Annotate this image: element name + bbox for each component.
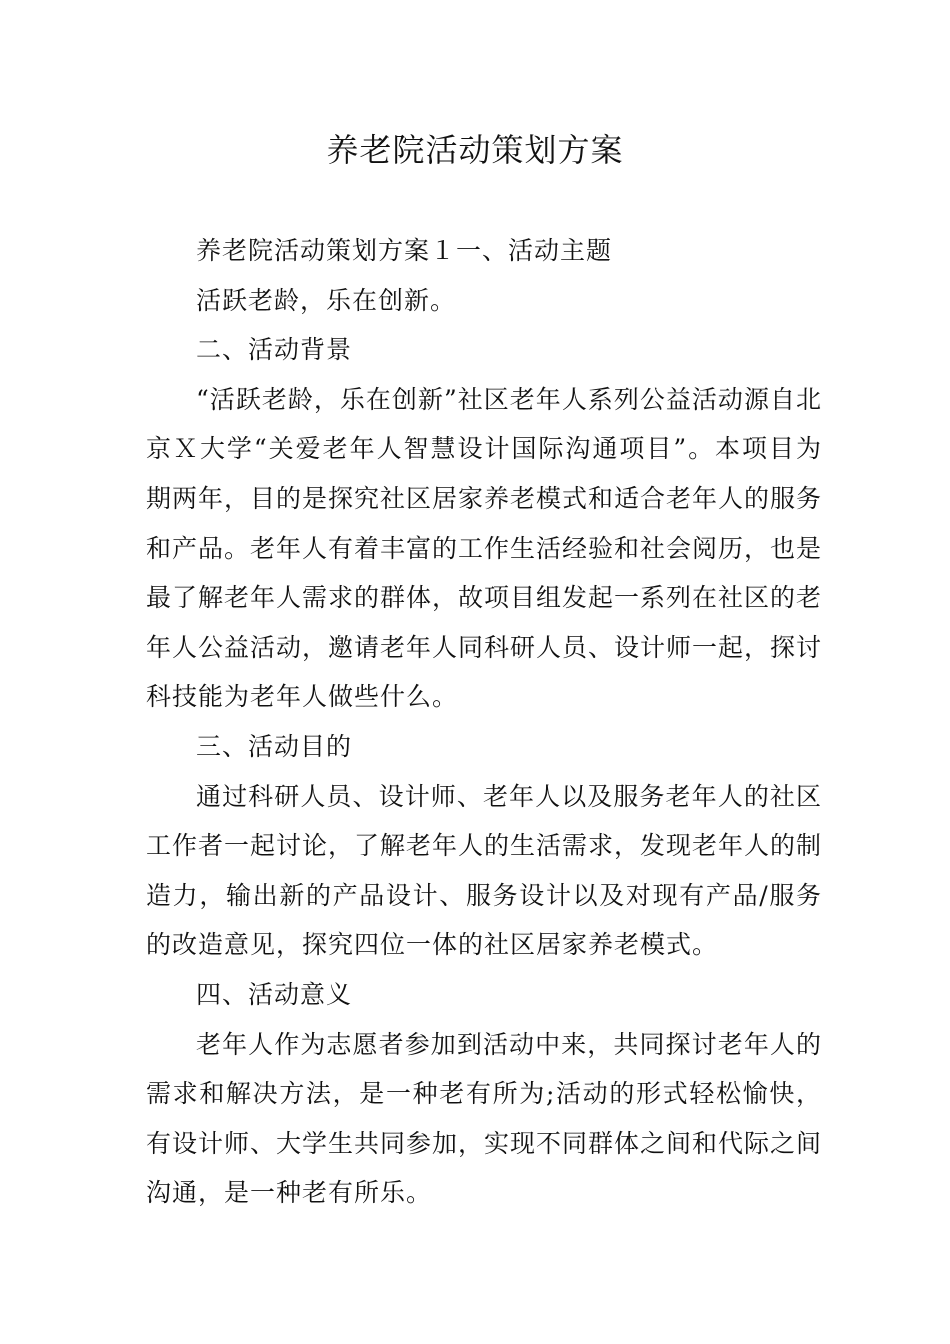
section-heading-significance: 四、活动意义	[196, 979, 353, 1009]
section-heading-background: 二、活动背景	[196, 335, 353, 365]
paragraph-background: “活跃老龄，乐在创新”社区老年人系列公益活动源自北京Ｘ大学“关爱老年人智慧设计国际沟通项目”。本项目为期两年，目的是探究社区居家养老模式和适合老年人的服务和产品。老年人有着丰富的工作生活经验和社会阅历，也是最了解老年人需求的群体，故项目组发起一系列在社区的老年人公益活动，邀请老年人同科研人员、设计师一起，探讨科技能为老年人做些什么。	[146, 384, 823, 712]
paragraph-purpose: 通过科研人员、设计师、老年人以及服务老年人的社区工作者一起讨论，了解老年人的生活需求，发现老年人的制造力，输出新的产品设计、服务设计以及对现有产品/服务的改造意见，探究四位一体的社区居家养老模式。	[146, 781, 823, 960]
paragraph-intro-heading: 养老院活动策划方案１一、活动主题	[196, 236, 613, 265]
paragraph-significance: 老年人作为志愿者参加到活动中来，共同探讨老年人的需求和解决方法，是一种老有所为;活动的形式轻松愉快，有设计师、大学生共同参加，实现不同群体之间和代际之间沟通，是一种老有所乐。	[146, 1029, 823, 1208]
section-heading-purpose: 三、活动目的	[196, 731, 353, 761]
paragraph-theme: 活跃老龄，乐在创新。	[196, 285, 457, 315]
document-body	[146, 226, 822, 1218]
document-title: 养老院活动策划方案	[326, 131, 624, 169]
